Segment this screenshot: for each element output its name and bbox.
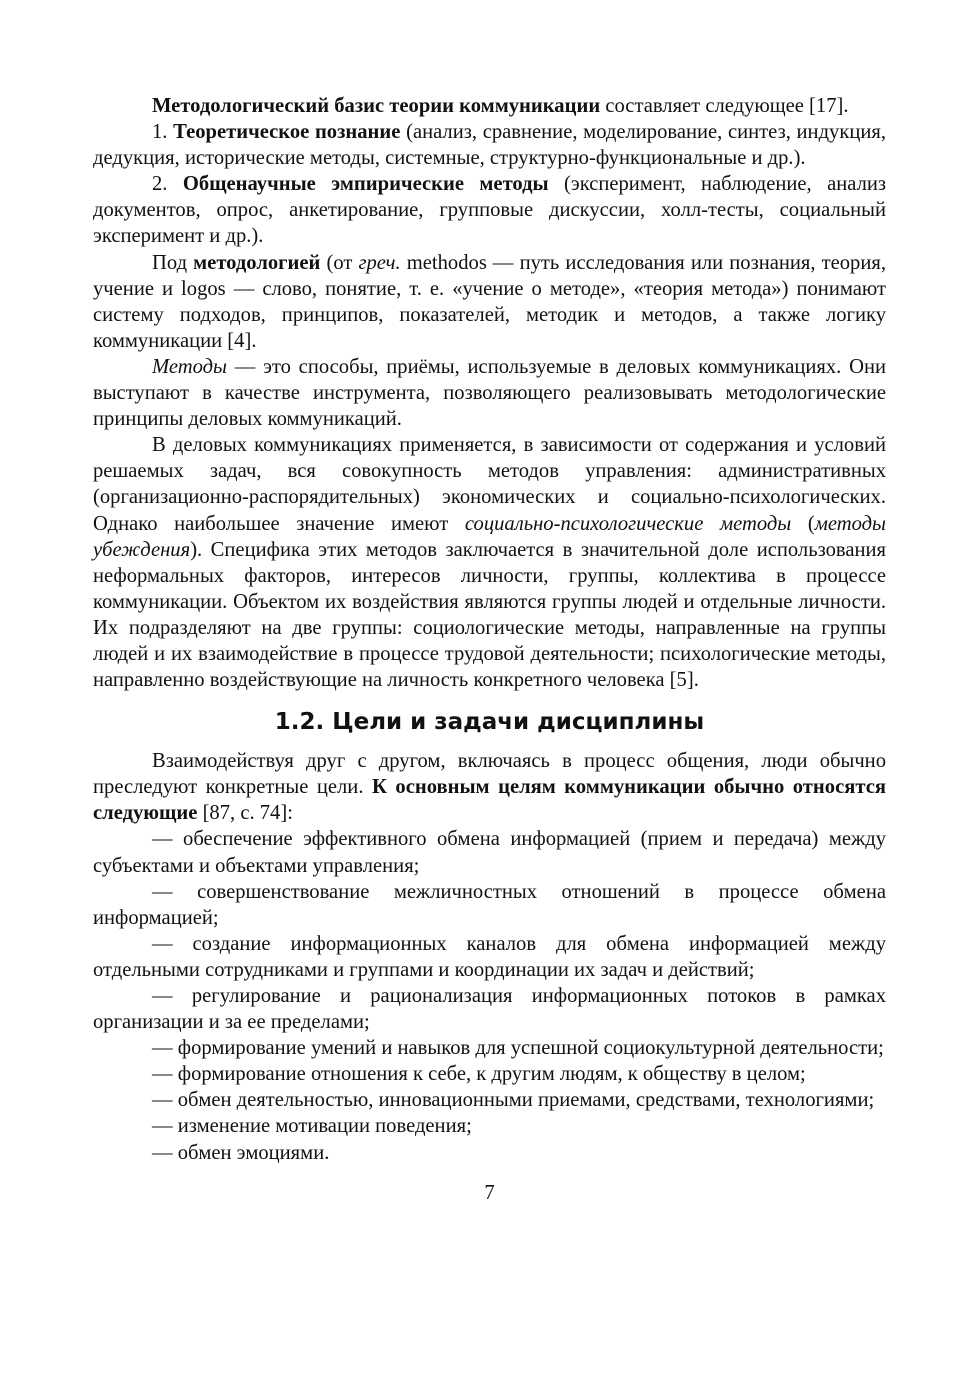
list-item-1-bold: Теоретическое познание	[173, 121, 401, 144]
goal-item: — регулирование и рационализация информационных потоков в рамках организации и за ее пределами;	[93, 985, 886, 1034]
list-item-2-bold: Общенаучные эмпирические методы	[182, 173, 549, 196]
list-item-2-text: (эксперимент, наблюдение, анализ документов, опрос, анкетирование, групповые дискуссии, холл-тесты, социальный эксперимент и др.).	[93, 173, 887, 248]
goals-intro-bold: К основным целям коммуникации обычно относятся следующие	[93, 776, 887, 825]
list-item-2-number: 2.	[152, 173, 183, 196]
business-paragraph	[93, 432, 886, 693]
methodology-bold: методологией	[193, 251, 321, 274]
business-text-1: В деловых коммуникациях применяется, в зависимости от содержания и условий решаемых задач, вся совокупность методов управления: административных (организационно-распорядительных) экономических и социально-психологических. Однако наибольшее значение имеют	[93, 434, 886, 535]
document-page	[93, 93, 886, 1206]
page-number: 7	[484, 1181, 495, 1204]
goal-item: — формирование умений и навыков для успешной социокультурной деятельности;	[152, 1037, 884, 1060]
goals-intro-text-2: [87, с. 74]:	[197, 802, 293, 825]
methodology-italic: греч.	[358, 251, 401, 274]
goal-item: — создание информационных каналов для обмена информацией между отдельными сотрудниками и группами и координации их задач и действий;	[93, 932, 886, 981]
methods-paragraph	[93, 354, 886, 432]
goal-item: — совершенствование межличностных отношений в процессе обмена информацией;	[93, 880, 886, 929]
goal-item: — формирование отношения к себе, к другим людям, к обществу в целом;	[152, 1063, 806, 1086]
business-italic-1: социально-психологические методы	[464, 512, 792, 535]
intro-text: составляет следующее [17].	[600, 95, 849, 117]
goals-intro-paragraph	[93, 748, 886, 826]
business-text-3: ). Специфика этих методов заключается в значительной доле использования неформальных факторов, интересов личности, группы, коллектива в процессе коммуникации. Объектом их воздействия являются группы людей и отдельные личности. Их подразделяют на две группы: социологические методы, направленные на группы людей и их взаимодействие в процессе трудовой деятельности; психологические методы, направленно воздействующие на личность конкретного человека [5].	[93, 538, 886, 692]
methodology-paragraph	[93, 250, 886, 354]
list-item-1-number: 1.	[152, 121, 174, 144]
methodology-text-1: Под	[152, 251, 194, 274]
methodology-text-2: (от	[320, 251, 359, 274]
intro-bold: Методологический базис теории коммуникации	[152, 95, 601, 117]
goal-item: — обмен деятельностью, инновационными приемами, средствами, технологиями;	[152, 1089, 875, 1112]
list-item-1-text: (анализ, сравнение, моделирование, синтез, индукция, дедукция, исторические методы, системные, структурно-функциональные и др.).	[93, 121, 887, 170]
business-italic-2: методы убеждения	[93, 512, 887, 561]
goals-intro-text-1: Взаимодействуя друг с другом, включаясь в процесс общения, люди обычно преследуют конкретные цели.	[93, 750, 886, 799]
business-text-2: (	[791, 512, 815, 535]
intro-paragraph	[93, 93, 886, 119]
methodology-text-3: methodos — путь исследования или познания, теория, учение и logos — слово, понятие, т. е. «учение о методе», «теория метода») понимают систему подходов, принципов, показателей, методик и методов, а также логику коммуникации [4].	[93, 251, 886, 352]
section-heading: 1.2. Цели и задачи дисциплины	[274, 709, 705, 736]
goal-item: — изменение мотивации поведения;	[152, 1115, 472, 1138]
list-item-1	[93, 119, 886, 171]
goal-item: — обеспечение эффективного обмена информацией (прием и передача) между субъектами и объектами управления;	[93, 828, 886, 877]
methods-text: — это способы, приёмы, используемые в деловых коммуникациях. Они выступают в качестве инструмента, позволяющего реализовывать методологические принципы деловых коммуникаций.	[93, 355, 886, 431]
methods-italic: Методы	[152, 355, 227, 378]
goal-item: — обмен эмоциями.	[152, 1141, 330, 1164]
list-item-2	[93, 171, 886, 249]
